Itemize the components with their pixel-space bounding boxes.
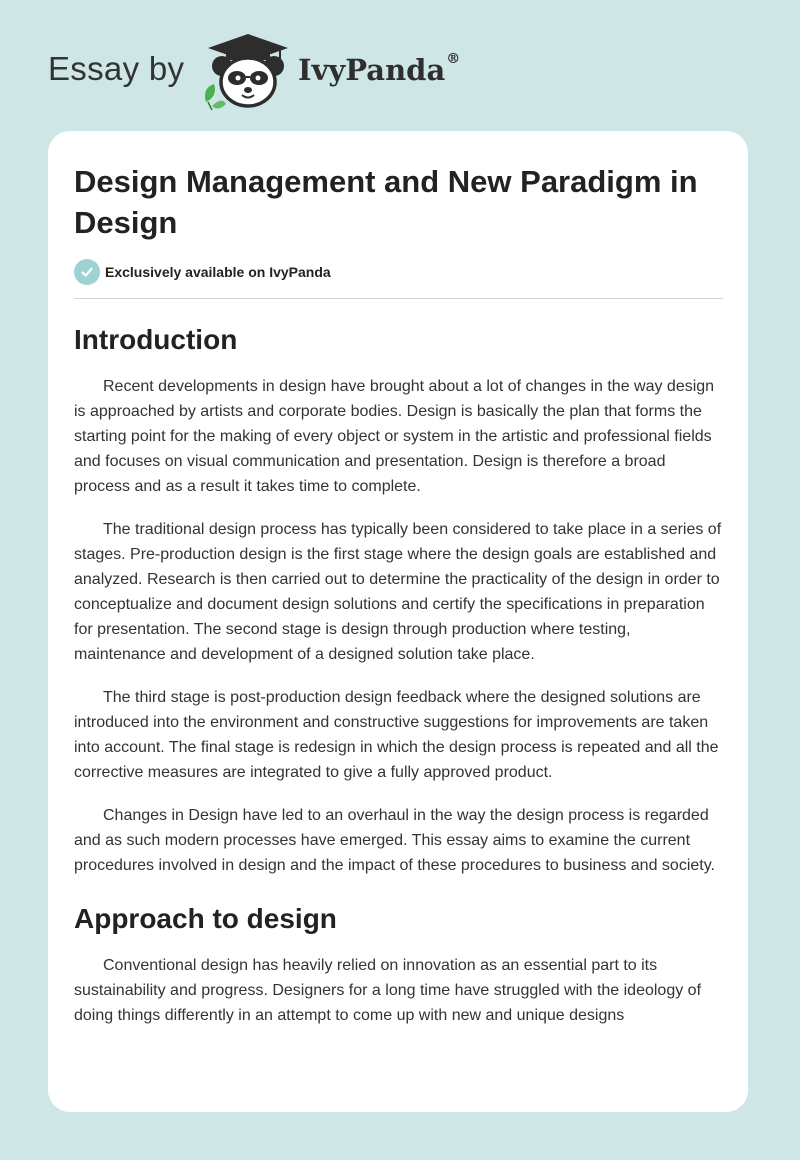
essay-content (74, 161, 723, 1028)
site-header (0, 0, 800, 130)
page-title: Design Management and New Paradigm in Design (74, 164, 698, 240)
card-bottom-padding (48, 1082, 748, 1112)
essay-by-label: Essay by (48, 50, 185, 87)
paragraph: Changes in Design have led to an overhaul in the way the design process is regarded and as such modern processes have emerged. This essay aims to examine the current procedures involved in design and the impact of these procedures to business and society. (74, 807, 715, 874)
section-heading-approach-to-design: Approach to design (74, 903, 337, 934)
paragraph: The traditional design process has typically been considered to take place in a series of stages. Pre-production design is the first stage where the design goals are established and analyzed. Research is then carried out to determine the practicality of the design in order to conceptualize and document design solutions and certify the specifications in preparation for presentation. The second stage is design through production where testing, maintenance and development of a designed solution take place. (74, 521, 722, 663)
essay-card (48, 131, 748, 1112)
paragraph: Conventional design has heavily relied on innovation as an essential part to its sustainability and progress. Designers for a long time have struggled with the ideology of doing things differently in an attempt to come up with new and unique designs (74, 957, 702, 1024)
exclusive-badge (74, 258, 723, 286)
registered-mark: ® (446, 51, 461, 67)
check-circle-icon (74, 259, 100, 285)
title-divider (74, 298, 723, 299)
brand-name[interactable]: IvyPanda® (298, 51, 461, 87)
exclusive-badge-label: Exclusively available on IvyPanda (105, 264, 331, 280)
paragraph: Recent developments in design have brought about a lot of changes in the way design is approached by artists and corporate bodies. Design is basically the plan that forms the starting point for the making of every object or system in the artistic and professional fields and focuses on visual communication and presentation. Design is therefore a broad process and as a result it takes time to complete. (74, 378, 715, 495)
paragraph: The third stage is post-production design feedback where the designed solutions are introduced into the environment and constructive suggestions for improvements are taken into account. The final stage is redesign in which the design process is repeated and all the corrective measures are integrated to give a fully approved product. (74, 689, 719, 781)
section-heading-introduction: Introduction (74, 324, 238, 355)
panda-graduate-logo-icon[interactable] (200, 32, 296, 112)
